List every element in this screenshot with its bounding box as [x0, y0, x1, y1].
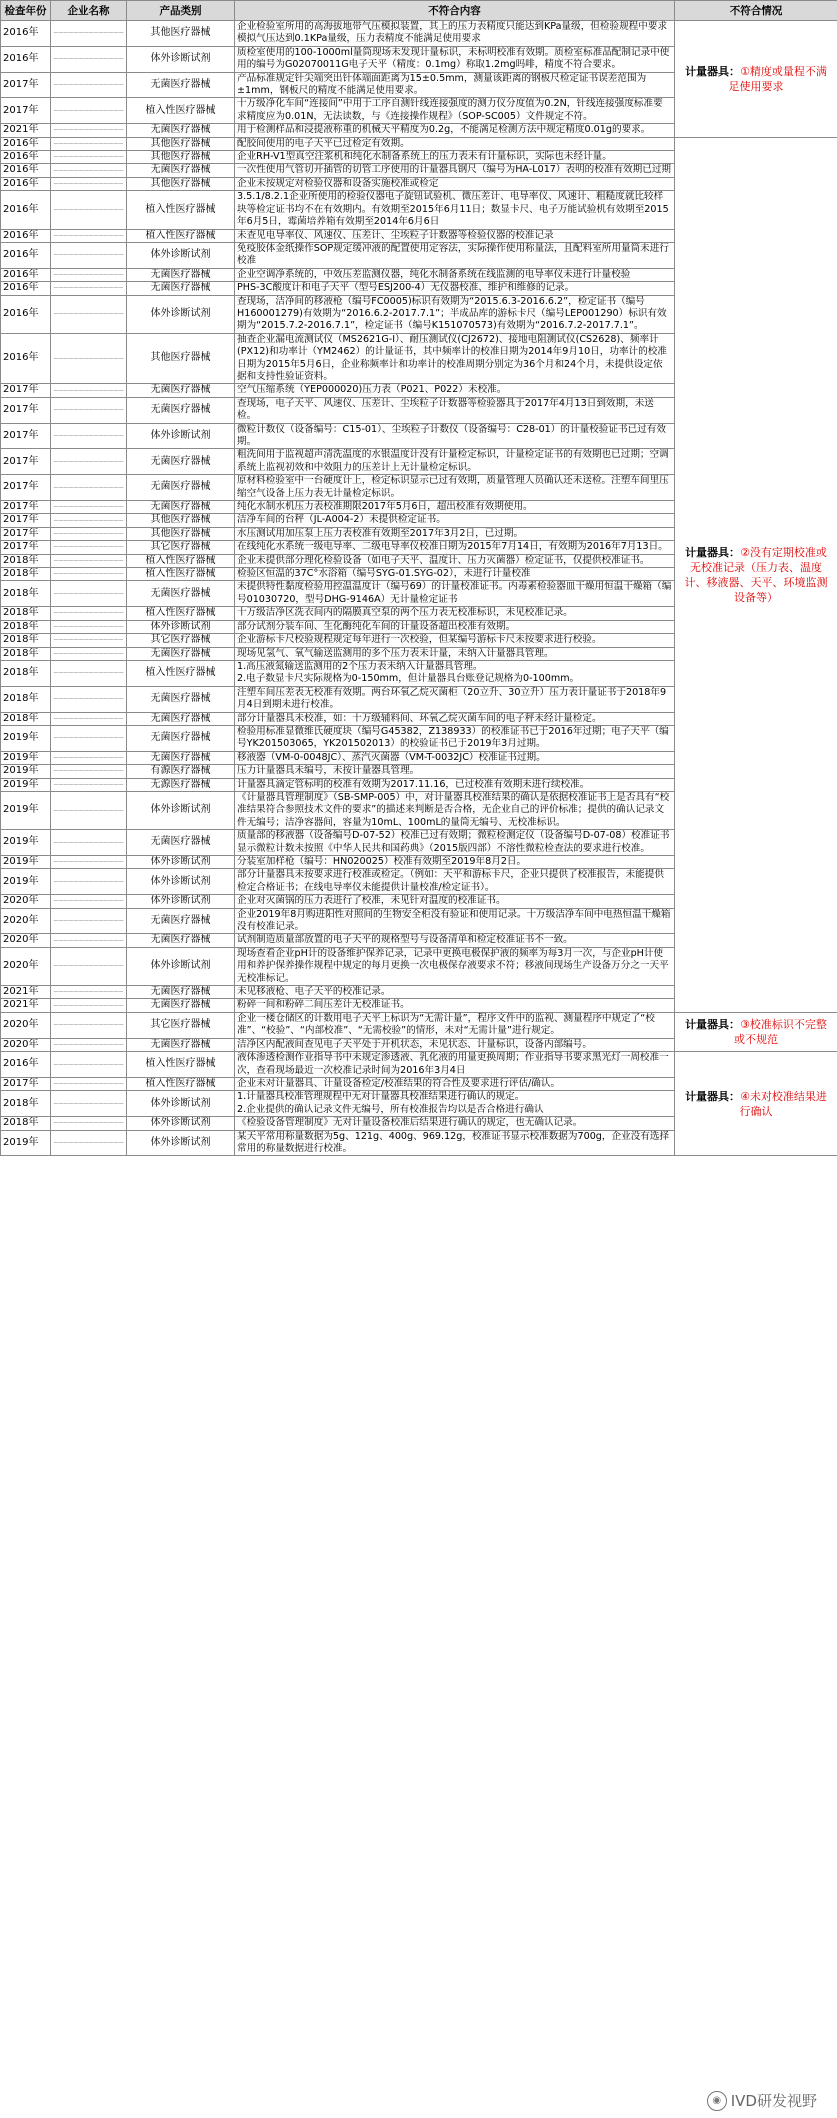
row-company-redacted: —————————————— — [51, 333, 127, 384]
row-content: 部分试剂分装车间、生化酶纯化车间的计量设备超出校准有效期。 — [235, 620, 675, 633]
row-company-redacted: —————————————— — [51, 1117, 127, 1130]
row-company-redacted: —————————————— — [51, 151, 127, 164]
row-year: 2016年 — [1, 137, 51, 150]
row-year: 2018年 — [1, 568, 51, 581]
row-year: 2017年 — [1, 98, 51, 124]
row-company-redacted: —————————————— — [51, 46, 127, 72]
row-content: 某天平常用称量数据为5g、121g、400g、969.12g，校准证书显示校准数据为700g，企业没有选择常用的称量数据进行校准。 — [235, 1130, 675, 1156]
row-category: 其它医疗器械 — [127, 541, 235, 554]
row-content: 企业空调净系统的，中效压差监测仪器，纯化水制备系统在线监测的电导率仪未进行计量校验 — [235, 268, 675, 281]
row-company-redacted: —————————————— — [51, 725, 127, 751]
row-year: 2018年 — [1, 686, 51, 712]
row-content: 质检室使用的100-1000ml量筒现场未发现计量标识，未标明校准有效期。质检室标准品配制记录中使用的编号为G02070011G电子天平（精度：0.1mg）称取1.2mg吗啡，精度不符合要求。 — [235, 46, 675, 72]
row-company-redacted: —————————————— — [51, 778, 127, 791]
row-company-redacted: —————————————— — [51, 934, 127, 947]
row-category: 体外诊断试剂 — [127, 947, 235, 985]
row-company-redacted: —————————————— — [51, 712, 127, 725]
row-category: 体外诊断试剂 — [127, 856, 235, 869]
row-company-redacted: —————————————— — [51, 514, 127, 527]
row-content: 水压测试用加压泵上压力表校准有效期至2017年3月2日，已过期。 — [235, 527, 675, 540]
row-content: 洁净车间的台秤（JL-A004-2）未提供检定证书。 — [235, 514, 675, 527]
row-content: 企业未按规定对检验仪器和设备实施校准或检定 — [235, 177, 675, 190]
group-summary-label: 计量器具： — [685, 1017, 741, 1031]
row-company-redacted: —————————————— — [51, 72, 127, 98]
row-category: 植入性医疗器械 — [127, 554, 235, 567]
row-year: 2018年 — [1, 712, 51, 725]
row-category: 其他医疗器械 — [127, 514, 235, 527]
row-category: 无菌医疗器械 — [127, 1038, 235, 1051]
row-company-redacted: —————————————— — [51, 607, 127, 620]
row-category: 无源医疗器械 — [127, 778, 235, 791]
row-content: 企业游标卡尺校验规程规定每年进行一次校验，但某编号游标卡尺未按要求进行校验。 — [235, 634, 675, 647]
row-content: 查现场，洁净间的移液枪（编号FC0005)标识有效期为“2015.6.3-2016.6.2”，检定证书（编号H160001279)有效期为“2016.6.2-2017.7.1”；半成品库的游标卡尺（编号LEP001290）标识有效期为“2015.7.2-2016.7.1”，检定证书（编号K151070573)有效期为“2016.7.2-2017.7.1”。 — [235, 295, 675, 333]
row-content: 3.5.1/8.2.1企业所使用的检验仪器电子旋钮试验机、微压差计、电导率仪、风速计、粗糙度就比较样块等检定证书均不在有效期内。有效期至2015年6月11日；数显卡尺、电子万能试验机有效期至2015年6月5日，霉菌培养箱有效期至2014年6月6日 — [235, 191, 675, 229]
row-category: 无菌医疗器械 — [127, 164, 235, 177]
row-year: 2018年 — [1, 581, 51, 607]
row-content: 一次性使用气管切开插管的切管工序使用的计量器具钢尺（编号为HA-L017）表明的校准有效期已过期 — [235, 164, 675, 177]
row-year: 2019年 — [1, 869, 51, 895]
row-year: 2018年 — [1, 554, 51, 567]
row-category: 无菌医疗器械 — [127, 725, 235, 751]
row-content: 企业未对计量器具、计量设备检定/校准结果的符合性及要求进行评估/确认。 — [235, 1077, 675, 1090]
header-situation: 不符合情况 — [675, 1, 837, 21]
row-year: 2020年 — [1, 947, 51, 985]
row-content: 十万级洁净区洗衣间内的隔膜真空泵的两个压力表无校准标识，未见校准记录。 — [235, 607, 675, 620]
row-category: 其它医疗器械 — [127, 1012, 235, 1038]
row-year: 2016年 — [1, 242, 51, 268]
row-year: 2020年 — [1, 1012, 51, 1038]
row-content: 现场见氢气、氧气输送监测用的多个压力表未计量，未纳入计量器具管理。 — [235, 647, 675, 660]
row-category: 体外诊断试剂 — [127, 1117, 235, 1130]
row-content: 部分计量器具未校准，如：十万级辅料间、环氧乙烷灭菌车间的电子秤未经计量检定。 — [235, 712, 675, 725]
row-year: 2020年 — [1, 908, 51, 934]
watermark-text: IVD研发视野 — [730, 2092, 817, 2110]
row-year: 2017年 — [1, 501, 51, 514]
row-content: 粗洗间用于监视超声清洗温度的水银温度计没有计量检定标识，计量检定证书的有效期也已过期；空调系统上监视初效和中效阻力的压差计上无计量检定标识。 — [235, 449, 675, 475]
group-summary-text: ①精度或量程不满足使用要求 — [728, 64, 827, 93]
row-content: 液体渗透检测作业指导书中未规定渗透液、乳化液的用量更换周期；作业指导书要求黑光灯一周校准一次，查看现场最近一次校准记录时间为2016年3月4日 — [235, 1052, 675, 1078]
row-category: 其他医疗器械 — [127, 177, 235, 190]
row-content: 用于检测样品和浸提液称重的机械天平精度为0.2g，不能满足检测方法中规定精度0.01g的要求。 — [235, 124, 675, 137]
row-content: 《计量器具管理制度》（SB-SMP-005）中，对计量器具校准结果的确认是依据校准证书上是否具有“校准结果符合参照技术文件的要求”的描述来判断是否合格，无企业自己的评价标准；提供的确认记录文件无编号；洁净容器间，容量为10mL、100mL的量筒无编号、无校准标识。 — [235, 791, 675, 829]
row-category: 植入性医疗器械 — [127, 1077, 235, 1090]
row-company-redacted: —————————————— — [51, 1091, 127, 1117]
row-year: 2016年 — [1, 295, 51, 333]
row-category: 无菌医疗器械 — [127, 124, 235, 137]
row-year: 2017年 — [1, 1077, 51, 1090]
row-company-redacted: —————————————— — [51, 268, 127, 281]
row-year: 2017年 — [1, 475, 51, 501]
table-body — [1, 21, 837, 1156]
header-content: 不符合内容 — [235, 1, 675, 21]
row-category: 无菌医疗器械 — [127, 72, 235, 98]
header-year: 检查年份 — [1, 1, 51, 21]
row-content: 未查见电导率仪、风速仪、压差计、尘埃粒子计数器等检验仪器的校准记录 — [235, 229, 675, 242]
row-company-redacted: —————————————— — [51, 751, 127, 764]
row-category: 其他医疗器械 — [127, 137, 235, 150]
row-company-redacted: —————————————— — [51, 869, 127, 895]
row-content: 未见移液枪、电子天平的校准记录。 — [235, 986, 675, 999]
row-category: 体外诊断试剂 — [127, 242, 235, 268]
row-year: 2021年 — [1, 999, 51, 1012]
group-summary-cell — [675, 21, 837, 138]
row-company-redacted: —————————————— — [51, 98, 127, 124]
row-year: 2016年 — [1, 229, 51, 242]
row-year: 2019年 — [1, 830, 51, 856]
row-content: 空气压缩系统（YEP000020)压力表（P021、P022）未校准。 — [235, 384, 675, 397]
row-category: 无菌医疗器械 — [127, 581, 235, 607]
group-summary-cell — [675, 1012, 837, 1051]
row-year: 2016年 — [1, 282, 51, 295]
row-year: 2019年 — [1, 778, 51, 791]
row-company-redacted: —————————————— — [51, 986, 127, 999]
row-company-redacted: —————————————— — [51, 177, 127, 190]
row-company-redacted: —————————————— — [51, 164, 127, 177]
row-content: 查现场，电子天平、风速仪、压差计、尘埃粒子计数器等检验器具于2017年4月13日到效期，未送检。 — [235, 397, 675, 423]
row-year: 2020年 — [1, 895, 51, 908]
row-year: 2018年 — [1, 607, 51, 620]
row-category: 无菌医疗器械 — [127, 999, 235, 1012]
row-company-redacted: —————————————— — [51, 137, 127, 150]
row-category: 无菌医疗器械 — [127, 501, 235, 514]
header-company: 企业名称 — [51, 1, 127, 21]
group-summary-label: 计量器具： — [685, 1089, 741, 1103]
wechat-logo-icon: ◉ — [707, 2091, 727, 2111]
row-company-redacted: —————————————— — [51, 830, 127, 856]
row-category: 其他医疗器械 — [127, 151, 235, 164]
row-company-redacted: —————————————— — [51, 21, 127, 47]
row-company-redacted: —————————————— — [51, 295, 127, 333]
row-company-redacted: —————————————— — [51, 660, 127, 686]
row-company-redacted: —————————————— — [51, 908, 127, 934]
row-year: 2020年 — [1, 1038, 51, 1051]
row-category: 植入性医疗器械 — [127, 1052, 235, 1078]
row-year: 2017年 — [1, 423, 51, 449]
row-company-redacted: —————————————— — [51, 501, 127, 514]
row-company-redacted: —————————————— — [51, 1038, 127, 1051]
row-year: 2021年 — [1, 124, 51, 137]
row-company-redacted: —————————————— — [51, 895, 127, 908]
row-content: 移液器（VM-0-0048JC）、蒸汽灭菌器（VM-T-0032JC）校准证书过期。 — [235, 751, 675, 764]
row-category: 无菌医疗器械 — [127, 282, 235, 295]
row-category: 体外诊断试剂 — [127, 895, 235, 908]
row-year: 2018年 — [1, 660, 51, 686]
row-category: 无菌医疗器械 — [127, 475, 235, 501]
group-summary-label: 计量器具： — [685, 545, 741, 559]
row-content: 企业2019年8月购进阳性对照间的生物安全柜没有验证和使用记录。十万级洁净车间中电热恒温干燥箱没有校准记录。 — [235, 908, 675, 934]
row-content: 未提供特性黏度检验用控温温度计（编号69）的计量校准证书。内毒素检验器皿干燥用恒温干燥箱（编号01030720，型号DHG-9146A）无计量检定证书 — [235, 581, 675, 607]
row-year: 2016年 — [1, 151, 51, 164]
row-year: 2016年 — [1, 46, 51, 72]
row-content: 检验用标准显微维氏硬度块（编号G45382，Z138933）的校准证书已于2016年过期；电子天平（编号YK201503065，YK201502013）的校验证书已于2019年3月过期。 — [235, 725, 675, 751]
row-year: 2017年 — [1, 514, 51, 527]
row-content: 现场查看企业pH计的设备维护保养记录，记录中更换电极保护液的频率为每3月一次，与企业pH计使用和养护保养操作规程中规定的每月更换一次电极保存液要求不符；移液间现场生产设备万分之一天平无校准标记。 — [235, 947, 675, 985]
table-header-row — [1, 1, 837, 21]
row-year: 2017年 — [1, 72, 51, 98]
row-company-redacted: —————————————— — [51, 384, 127, 397]
row-category: 植入性医疗器械 — [127, 568, 235, 581]
row-company-redacted: —————————————— — [51, 1130, 127, 1156]
row-company-redacted: —————————————— — [51, 568, 127, 581]
row-year: 2017年 — [1, 541, 51, 554]
row-company-redacted: —————————————— — [51, 449, 127, 475]
row-company-redacted: —————————————— — [51, 765, 127, 778]
row-category: 无菌医疗器械 — [127, 268, 235, 281]
row-company-redacted: —————————————— — [51, 124, 127, 137]
row-category: 其他医疗器械 — [127, 21, 235, 47]
row-content: 注塑车间压差表无校准有效期。两台环氧乙烷灭菌柜（20立升、30立升）压力表计量证书于2018年9月4日到期未进行校准。 — [235, 686, 675, 712]
row-year: 2018年 — [1, 634, 51, 647]
row-company-redacted: —————————————— — [51, 397, 127, 423]
row-year: 2016年 — [1, 1052, 51, 1078]
row-content: 纯化水制水机压力表校准期限2017年5月6日，超出校准有效期使用。 — [235, 501, 675, 514]
row-content: 粉碎一间和粉碎二间压差计无校准证书。 — [235, 999, 675, 1012]
row-content: PHS-3C酸度计和电子天平（型号ESJ200-4）无仪器校准、维护和维修的记录。 — [235, 282, 675, 295]
row-content: 企业RH-V1型真空注浆机和纯化水制备系统上的压力表未有计量标识，实际也未经计量。 — [235, 151, 675, 164]
row-company-redacted: —————————————— — [51, 856, 127, 869]
row-content: 免疫胶体金纸操作SOP规定缓冲液的配置使用定容法，实际操作使用称量法，且配料室所用量筒未进行校准 — [235, 242, 675, 268]
row-category: 其他医疗器械 — [127, 333, 235, 384]
row-year: 2017年 — [1, 527, 51, 540]
row-category: 其它医疗器械 — [127, 634, 235, 647]
row-company-redacted: —————————————— — [51, 1077, 127, 1090]
row-category: 体外诊断试剂 — [127, 620, 235, 633]
row-year: 2018年 — [1, 620, 51, 633]
row-company-redacted: —————————————— — [51, 686, 127, 712]
row-company-redacted: —————————————— — [51, 947, 127, 985]
table-row — [1, 137, 837, 150]
row-category: 无菌医疗器械 — [127, 908, 235, 934]
row-year: 2018年 — [1, 1091, 51, 1117]
row-category: 无菌医疗器械 — [127, 830, 235, 856]
row-category: 无菌医疗器械 — [127, 986, 235, 999]
row-category: 无菌医疗器械 — [127, 647, 235, 660]
row-category: 无菌医疗器械 — [127, 384, 235, 397]
row-content: 洁净区内配液间查见电子天平处于开机状态，未见状态、计量标识，设备内部编号。 — [235, 1038, 675, 1051]
row-year: 2019年 — [1, 856, 51, 869]
row-year: 2016年 — [1, 268, 51, 281]
row-content: 微粒计数仪（设备编号：C15-01）、尘埃粒子计数仪（设备编号：C28-01）的计量校验证书已过有效期。 — [235, 423, 675, 449]
group-summary-cell — [675, 1052, 837, 1156]
row-year: 2016年 — [1, 164, 51, 177]
row-category: 植入性医疗器械 — [127, 660, 235, 686]
row-year: 2019年 — [1, 725, 51, 751]
row-company-redacted: —————————————— — [51, 541, 127, 554]
row-company-redacted: —————————————— — [51, 634, 127, 647]
row-year: 2018年 — [1, 647, 51, 660]
row-content: 在线纯化水系统一级电导率、二级电导率仪校准日期为2015年7月14日，有效期为2016年7月13日。 — [235, 541, 675, 554]
row-category: 植入性医疗器械 — [127, 229, 235, 242]
group-summary-text: ④未对校准结果进行确认 — [739, 1089, 827, 1118]
row-category: 其他医疗器械 — [127, 527, 235, 540]
row-category: 体外诊断试剂 — [127, 46, 235, 72]
row-content: 计量器具滴定管标明的校准有效期为2017.11.16，已过校准有效期未进行续校准。 — [235, 778, 675, 791]
row-year: 2016年 — [1, 191, 51, 229]
row-content: 分装室加样枪（编号：HN020025）校准有效期至2019年8月2日。 — [235, 856, 675, 869]
row-category: 体外诊断试剂 — [127, 295, 235, 333]
row-content: 企业一楼仓储区的计数用电子天平上标识为“无需计量”，程序文件中的监视、测量程序中规定了“校准”、“校验”、“内部校准”、“无需校验”的情形，未对“无需计量”进行规定。 — [235, 1012, 675, 1038]
row-category: 植入性医疗器械 — [127, 607, 235, 620]
row-category: 有源医疗器械 — [127, 765, 235, 778]
row-content: 试剂制造质量部放置的电子天平的规格型号与设备清单和检定校准证书不一致。 — [235, 934, 675, 947]
row-company-redacted: —————————————— — [51, 620, 127, 633]
row-company-redacted: —————————————— — [51, 1052, 127, 1078]
row-year: 2019年 — [1, 791, 51, 829]
row-year: 2018年 — [1, 1117, 51, 1130]
row-category: 植入性医疗器械 — [127, 191, 235, 229]
row-company-redacted: —————————————— — [51, 282, 127, 295]
row-content: 企业未提供部分理化检验设备（如电子天平、温度计、压力灭菌器）检定证书，仅提供校准证书。 — [235, 554, 675, 567]
row-company-redacted: —————————————— — [51, 423, 127, 449]
row-category: 无菌医疗器械 — [127, 686, 235, 712]
row-year: 2016年 — [1, 333, 51, 384]
row-category: 体外诊断试剂 — [127, 869, 235, 895]
row-content: 十万级净化车间“连接间”中用于工序自测针线连接强度的测力仪分度值为0.2N，针线连接强度标准要求精度应为0.01N，无法读数，与《连接操作规程》（SOP-SC005）文件规定不符。 — [235, 98, 675, 124]
row-company-redacted: —————————————— — [51, 1012, 127, 1038]
group-summary-text: ③校准标识不完整或不规范 — [734, 1017, 827, 1046]
row-content: 企业对灭菌锅的压力表进行了校准，未见针对温度的校准证书。 — [235, 895, 675, 908]
row-content: 产品标准规定针尖端突出针体端面距离为15±0.5mm，测量该距离的钢板尺检定证书误差范围为±1mm，钢板尺的精度不能满足使用要求。 — [235, 72, 675, 98]
row-year: 2021年 — [1, 986, 51, 999]
row-company-redacted: —————————————— — [51, 242, 127, 268]
row-year: 2016年 — [1, 21, 51, 47]
row-category: 无菌医疗器械 — [127, 449, 235, 475]
row-category: 植入性医疗器械 — [127, 98, 235, 124]
row-content: 《检验设备管理制度》无对计量设备校准后结果进行确认的规定，也无确认记录。 — [235, 1117, 675, 1130]
row-year: 2019年 — [1, 751, 51, 764]
row-year: 2016年 — [1, 177, 51, 190]
row-category: 体外诊断试剂 — [127, 1091, 235, 1117]
row-year: 2019年 — [1, 765, 51, 778]
group-summary-label: 计量器具： — [685, 64, 741, 78]
row-year: 2020年 — [1, 934, 51, 947]
watermark — [701, 2089, 823, 2112]
table-row — [1, 21, 837, 47]
row-content: 企业检验室所用的高海拔地带气压模拟装置，其上的压力表精度只能达到KPa量级，但检验规程中要求模拟气压达到0.1KPa量级，压力表精度不能满足使用要求 — [235, 21, 675, 47]
row-company-redacted: —————————————— — [51, 791, 127, 829]
row-company-redacted: —————————————— — [51, 475, 127, 501]
row-content: 原材料检验室中一台硬度计上，检定标识显示已过有效期，质量管理人员确认还未送检。注塑车间里压缩空气设备上压力表无计量检定标识。 — [235, 475, 675, 501]
row-content: 1.高压液氮输送监测用的2个压力表未纳入计量器具管理。 2.电子数显卡尺实际规格为0-150mm，但计量器具台账登记规格为0-100mm。 — [235, 660, 675, 686]
row-category: 体外诊断试剂 — [127, 791, 235, 829]
row-year: 2017年 — [1, 449, 51, 475]
row-category: 无菌医疗器械 — [127, 751, 235, 764]
row-company-redacted: —————————————— — [51, 581, 127, 607]
row-year: 2019年 — [1, 1130, 51, 1156]
group-summary-cell — [675, 137, 837, 1012]
row-content: 质量部的移液器（设备编号D-07-52）校准已过有效期；微粒检测定仪（设备编号D-07-08）校准证书显示微粒计数未按照《中华人民共和国药典》（2015版四部）不溶性微粒检查法的要求进行校准。 — [235, 830, 675, 856]
row-content: 抽查企业漏电流测试仪（MS2621G-I）、耐压测试仪(CJ2672)、接地电阻测试仪(CS2628)、频率计(PX12)和功率计（YM2462）的计量证书，其中频率计的校准日期为2014年9月10日，功率计的校准日期为2015年5月6日，企业称频率计和功率计的校准周期分别定为36个月和24个月，未提供设定依据和支持性验证资料。 — [235, 333, 675, 384]
row-year: 2017年 — [1, 384, 51, 397]
row-company-redacted: —————————————— — [51, 191, 127, 229]
row-year: 2017年 — [1, 397, 51, 423]
row-content: 1.计量器具校准管理规程中无对计量器具校准结果进行确认的规定。 2.企业提供的确认记录文件无编号，所有校准报告均以是否合格进行确认 — [235, 1091, 675, 1117]
table-row — [1, 1052, 837, 1078]
row-company-redacted: —————————————— — [51, 527, 127, 540]
table-row — [1, 1012, 837, 1038]
row-company-redacted: —————————————— — [51, 647, 127, 660]
group-summary-text: ②没有定期校准或无校准记录（压力表、温度计、移液器、天平、环境监测设备等） — [684, 545, 828, 604]
header-category: 产品类别 — [127, 1, 235, 21]
row-category: 体外诊断试剂 — [127, 1130, 235, 1156]
row-company-redacted: —————————————— — [51, 229, 127, 242]
row-category: 无菌医疗器械 — [127, 397, 235, 423]
row-content: 压力计量器具未编号，未按计量器具管理。 — [235, 765, 675, 778]
row-company-redacted: —————————————— — [51, 554, 127, 567]
row-content: 配胶间使用的电子天平已过检定有效期。 — [235, 137, 675, 150]
row-content: 部分计量器具未按要求进行校准或检定。（例如：天平和游标卡尺，企业只提供了校准报告，未能提供检定合格证书；在线电导率仪未能提供计量校准/检定证书）。 — [235, 869, 675, 895]
row-category: 无菌医疗器械 — [127, 934, 235, 947]
row-content: 检验区恒温的37C°水浴箱（编号SYG-01.SYG-02），未进行计量校准 — [235, 568, 675, 581]
row-category: 体外诊断试剂 — [127, 423, 235, 449]
row-company-redacted: —————————————— — [51, 999, 127, 1012]
row-category: 无菌医疗器械 — [127, 712, 235, 725]
